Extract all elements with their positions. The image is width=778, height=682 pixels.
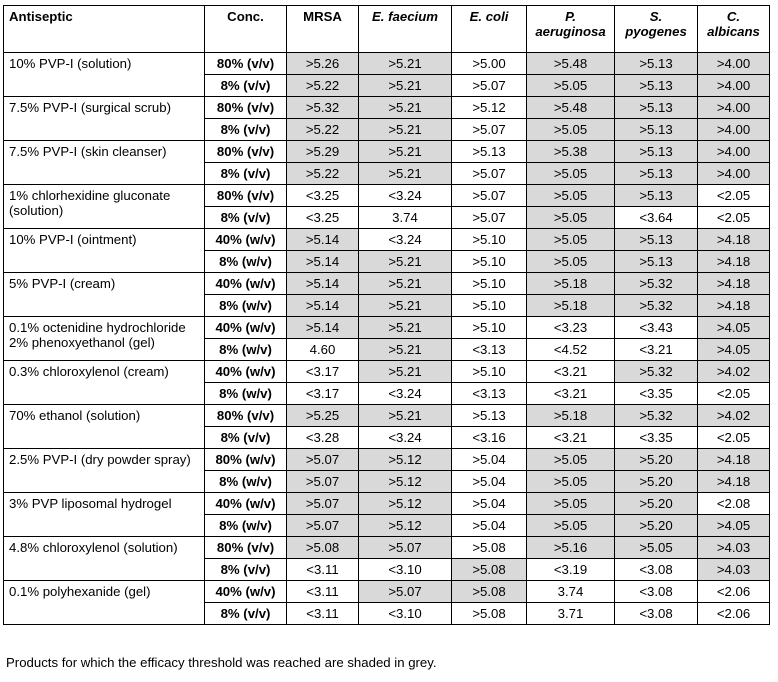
value-cell: >5.07 — [452, 75, 527, 97]
antiseptic-name: 0.1% octenidine hydrochloride 2% phenoxyethanol (gel) — [4, 317, 205, 361]
value-cell: >5.13 — [615, 75, 698, 97]
value-cell: >5.13 — [615, 229, 698, 251]
value-cell: <4.52 — [527, 339, 615, 361]
value-cell: <3.16 — [452, 427, 527, 449]
value-cell: >5.13 — [452, 405, 527, 427]
concentration-cell: 8% (w/v) — [205, 471, 287, 493]
value-cell: >5.14 — [287, 251, 359, 273]
value-cell: <3.13 — [452, 339, 527, 361]
value-cell: >5.21 — [359, 251, 452, 273]
value-cell: >5.48 — [527, 53, 615, 75]
concentration-cell: 80% (v/v) — [205, 141, 287, 163]
value-cell: >5.12 — [359, 471, 452, 493]
value-cell: <3.17 — [287, 383, 359, 405]
table-row — [4, 141, 770, 163]
value-cell: >5.22 — [287, 163, 359, 185]
header-p-aeruginosa: P. aeruginosa — [527, 6, 615, 53]
header-conc: Conc. — [205, 6, 287, 53]
antiseptic-name: 7.5% PVP-I (surgical scrub) — [4, 97, 205, 141]
value-cell: >5.20 — [615, 515, 698, 537]
table-wrapper — [3, 5, 770, 625]
table-row — [4, 405, 770, 427]
concentration-cell: 80% (v/v) — [205, 185, 287, 207]
value-cell: >5.07 — [452, 185, 527, 207]
value-cell: >4.03 — [698, 537, 770, 559]
antiseptic-name: 5% PVP-I (cream) — [4, 273, 205, 317]
value-cell: >5.07 — [287, 493, 359, 515]
value-cell: <3.24 — [359, 185, 452, 207]
value-cell: >4.00 — [698, 141, 770, 163]
value-cell: >5.32 — [615, 361, 698, 383]
header-c-albicans: C. albicans — [698, 6, 770, 53]
header-e-coli: E. coli — [452, 6, 527, 53]
value-cell: >5.10 — [452, 251, 527, 273]
value-cell: >4.18 — [698, 449, 770, 471]
concentration-cell: 8% (v/v) — [205, 603, 287, 625]
value-cell: >5.05 — [527, 185, 615, 207]
value-cell: >5.32 — [615, 405, 698, 427]
value-cell: >5.07 — [452, 207, 527, 229]
concentration-cell: 80% (v/v) — [205, 405, 287, 427]
value-cell: >5.21 — [359, 97, 452, 119]
value-cell: <3.24 — [359, 383, 452, 405]
value-cell: >4.05 — [698, 317, 770, 339]
value-cell: <3.10 — [359, 559, 452, 581]
concentration-cell: 8% (v/v) — [205, 427, 287, 449]
value-cell: >5.18 — [527, 295, 615, 317]
value-cell: >5.21 — [359, 119, 452, 141]
value-cell: >5.10 — [452, 317, 527, 339]
value-cell: <3.35 — [615, 383, 698, 405]
value-cell: <3.21 — [527, 427, 615, 449]
concentration-cell: 8% (v/v) — [205, 163, 287, 185]
concentration-cell: 8% (v/v) — [205, 559, 287, 581]
value-cell: <3.43 — [615, 317, 698, 339]
value-cell: >5.20 — [615, 493, 698, 515]
value-cell: >5.10 — [452, 361, 527, 383]
efficacy-table — [3, 5, 770, 625]
value-cell: >4.18 — [698, 251, 770, 273]
header-e-faecium: E. faecium — [359, 6, 452, 53]
header-antiseptic: Antiseptic — [4, 6, 205, 53]
value-cell: >5.13 — [615, 163, 698, 185]
value-cell: <3.28 — [287, 427, 359, 449]
value-cell: <3.24 — [359, 427, 452, 449]
value-cell: >5.20 — [615, 449, 698, 471]
value-cell: >5.05 — [527, 229, 615, 251]
value-cell: >5.04 — [452, 449, 527, 471]
concentration-cell: 40% (w/v) — [205, 361, 287, 383]
value-cell: >4.02 — [698, 361, 770, 383]
value-cell: >5.12 — [452, 97, 527, 119]
value-cell: >5.16 — [527, 537, 615, 559]
value-cell: <2.05 — [698, 383, 770, 405]
value-cell: <3.19 — [527, 559, 615, 581]
value-cell: >5.05 — [527, 75, 615, 97]
value-cell: >5.12 — [359, 515, 452, 537]
value-cell: <3.25 — [287, 185, 359, 207]
value-cell: >5.08 — [452, 603, 527, 625]
value-cell: >5.14 — [287, 295, 359, 317]
value-cell: >4.18 — [698, 273, 770, 295]
value-cell: <2.08 — [698, 493, 770, 515]
antiseptic-name: 0.1% polyhexanide (gel) — [4, 581, 205, 625]
value-cell: <3.08 — [615, 603, 698, 625]
concentration-cell: 40% (w/v) — [205, 493, 287, 515]
value-cell: >5.00 — [452, 53, 527, 75]
value-cell: <3.21 — [615, 339, 698, 361]
value-cell: 4.60 — [287, 339, 359, 361]
value-cell: >5.05 — [527, 163, 615, 185]
value-cell: >5.13 — [452, 141, 527, 163]
concentration-cell: 80% (v/v) — [205, 537, 287, 559]
value-cell: >4.00 — [698, 53, 770, 75]
value-cell: >5.04 — [452, 515, 527, 537]
value-cell: >5.04 — [452, 471, 527, 493]
table-row — [4, 361, 770, 383]
value-cell: >5.05 — [527, 251, 615, 273]
value-cell: <3.11 — [287, 603, 359, 625]
value-cell: >5.32 — [287, 97, 359, 119]
value-cell: >5.13 — [615, 53, 698, 75]
antiseptic-name: 0.3% chloroxylenol (cream) — [4, 361, 205, 405]
antiseptic-name: 10% PVP-I (solution) — [4, 53, 205, 97]
value-cell: >5.08 — [452, 537, 527, 559]
value-cell: >5.21 — [359, 75, 452, 97]
value-cell: >5.21 — [359, 163, 452, 185]
table-row — [4, 273, 770, 295]
value-cell: >5.08 — [287, 537, 359, 559]
header-s-pyogenes: S. pyogenes — [615, 6, 698, 53]
value-cell: <3.21 — [527, 361, 615, 383]
value-cell: >4.18 — [698, 295, 770, 317]
value-cell: >5.21 — [359, 273, 452, 295]
value-cell: >5.08 — [452, 559, 527, 581]
value-cell: <3.10 — [359, 603, 452, 625]
value-cell: >5.10 — [452, 273, 527, 295]
value-cell: >5.05 — [527, 449, 615, 471]
value-cell: <3.23 — [527, 317, 615, 339]
value-cell: >5.21 — [359, 361, 452, 383]
value-cell: >5.25 — [287, 405, 359, 427]
concentration-cell: 8% (v/v) — [205, 207, 287, 229]
value-cell: >5.38 — [527, 141, 615, 163]
value-cell: <2.06 — [698, 581, 770, 603]
value-cell: >5.21 — [359, 53, 452, 75]
concentration-cell: 8% (v/v) — [205, 75, 287, 97]
value-cell: >4.05 — [698, 339, 770, 361]
value-cell: <3.21 — [527, 383, 615, 405]
value-cell: >4.00 — [698, 97, 770, 119]
value-cell: >5.12 — [359, 493, 452, 515]
value-cell: >5.12 — [359, 449, 452, 471]
antiseptic-name: 2.5% PVP-I (dry powder spray) — [4, 449, 205, 493]
antiseptic-name: 3% PVP liposomal hydrogel — [4, 493, 205, 537]
table-row — [4, 537, 770, 559]
value-cell: 3.71 — [527, 603, 615, 625]
value-cell: <3.08 — [615, 581, 698, 603]
value-cell: >5.18 — [527, 273, 615, 295]
value-cell: >5.05 — [527, 515, 615, 537]
value-cell: <2.05 — [698, 207, 770, 229]
value-cell: >5.07 — [287, 449, 359, 471]
header-row — [4, 6, 770, 53]
value-cell: >5.21 — [359, 339, 452, 361]
antiseptic-name: 4.8% chloroxylenol (solution) — [4, 537, 205, 581]
table-row — [4, 493, 770, 515]
value-cell: >5.10 — [452, 229, 527, 251]
value-cell: >5.13 — [615, 185, 698, 207]
antiseptic-name: 1% chlorhexidine gluconate (solution) — [4, 185, 205, 229]
footnote: Products for which the efficacy threshold was reached are shaded in grey. — [6, 655, 437, 670]
value-cell: >5.21 — [359, 141, 452, 163]
value-cell: >5.13 — [615, 251, 698, 273]
value-cell: >5.05 — [527, 493, 615, 515]
value-cell: >5.13 — [615, 141, 698, 163]
table-row — [4, 97, 770, 119]
antiseptic-name: 70% ethanol (solution) — [4, 405, 205, 449]
value-cell: >5.14 — [287, 317, 359, 339]
value-cell: <2.05 — [698, 185, 770, 207]
value-cell: >5.32 — [615, 295, 698, 317]
value-cell: >5.05 — [527, 471, 615, 493]
concentration-cell: 8% (w/v) — [205, 251, 287, 273]
value-cell: >5.29 — [287, 141, 359, 163]
value-cell: >5.22 — [287, 119, 359, 141]
concentration-cell: 40% (w/v) — [205, 581, 287, 603]
value-cell: >4.18 — [698, 229, 770, 251]
antiseptic-name: 10% PVP-I (ointment) — [4, 229, 205, 273]
table-row — [4, 581, 770, 603]
value-cell: <2.06 — [698, 603, 770, 625]
value-cell: >5.26 — [287, 53, 359, 75]
table-row — [4, 53, 770, 75]
value-cell: >5.07 — [359, 537, 452, 559]
value-cell: <3.35 — [615, 427, 698, 449]
value-cell: >5.21 — [359, 317, 452, 339]
table-row — [4, 449, 770, 471]
value-cell: <3.13 — [452, 383, 527, 405]
value-cell: >5.04 — [452, 493, 527, 515]
value-cell: >5.10 — [452, 295, 527, 317]
table-row — [4, 229, 770, 251]
value-cell: <3.11 — [287, 559, 359, 581]
value-cell: >5.08 — [452, 581, 527, 603]
value-cell: >4.00 — [698, 119, 770, 141]
value-cell: <3.08 — [615, 559, 698, 581]
value-cell: 3.74 — [527, 581, 615, 603]
concentration-cell: 40% (w/v) — [205, 317, 287, 339]
value-cell: >5.18 — [527, 405, 615, 427]
value-cell: >5.20 — [615, 471, 698, 493]
value-cell: >5.14 — [287, 273, 359, 295]
value-cell: >5.21 — [359, 405, 452, 427]
value-cell: >5.22 — [287, 75, 359, 97]
concentration-cell: 8% (w/v) — [205, 339, 287, 361]
table-row — [4, 185, 770, 207]
concentration-cell: 80% (v/v) — [205, 53, 287, 75]
value-cell: >5.48 — [527, 97, 615, 119]
value-cell: >5.32 — [615, 273, 698, 295]
header-mrsa: MRSA — [287, 6, 359, 53]
value-cell: 3.74 — [359, 207, 452, 229]
concentration-cell: 8% (w/v) — [205, 515, 287, 537]
value-cell: >5.07 — [452, 163, 527, 185]
value-cell: >5.07 — [287, 471, 359, 493]
value-cell: >4.03 — [698, 559, 770, 581]
value-cell: >4.05 — [698, 515, 770, 537]
concentration-cell: 40% (w/v) — [205, 273, 287, 295]
concentration-cell: 8% (w/v) — [205, 383, 287, 405]
concentration-cell: 80% (v/v) — [205, 97, 287, 119]
antiseptic-name: 7.5% PVP-I (skin cleanser) — [4, 141, 205, 185]
value-cell: <3.11 — [287, 581, 359, 603]
value-cell: >5.07 — [287, 515, 359, 537]
value-cell: >4.02 — [698, 405, 770, 427]
value-cell: >5.05 — [527, 119, 615, 141]
concentration-cell: 40% (w/v) — [205, 229, 287, 251]
value-cell: <3.24 — [359, 229, 452, 251]
table-row — [4, 317, 770, 339]
value-cell: >5.07 — [452, 119, 527, 141]
value-cell: <3.64 — [615, 207, 698, 229]
concentration-cell: 8% (v/v) — [205, 119, 287, 141]
value-cell: >5.13 — [615, 97, 698, 119]
value-cell: >5.05 — [527, 207, 615, 229]
value-cell: <2.05 — [698, 427, 770, 449]
value-cell: >5.07 — [359, 581, 452, 603]
concentration-cell: 80% (w/v) — [205, 449, 287, 471]
value-cell: <3.17 — [287, 361, 359, 383]
value-cell: >4.00 — [698, 163, 770, 185]
value-cell: <3.25 — [287, 207, 359, 229]
value-cell: >4.00 — [698, 75, 770, 97]
value-cell: >5.13 — [615, 119, 698, 141]
value-cell: >5.05 — [615, 537, 698, 559]
concentration-cell: 8% (w/v) — [205, 295, 287, 317]
value-cell: >4.18 — [698, 471, 770, 493]
value-cell: >5.14 — [287, 229, 359, 251]
value-cell: >5.21 — [359, 295, 452, 317]
